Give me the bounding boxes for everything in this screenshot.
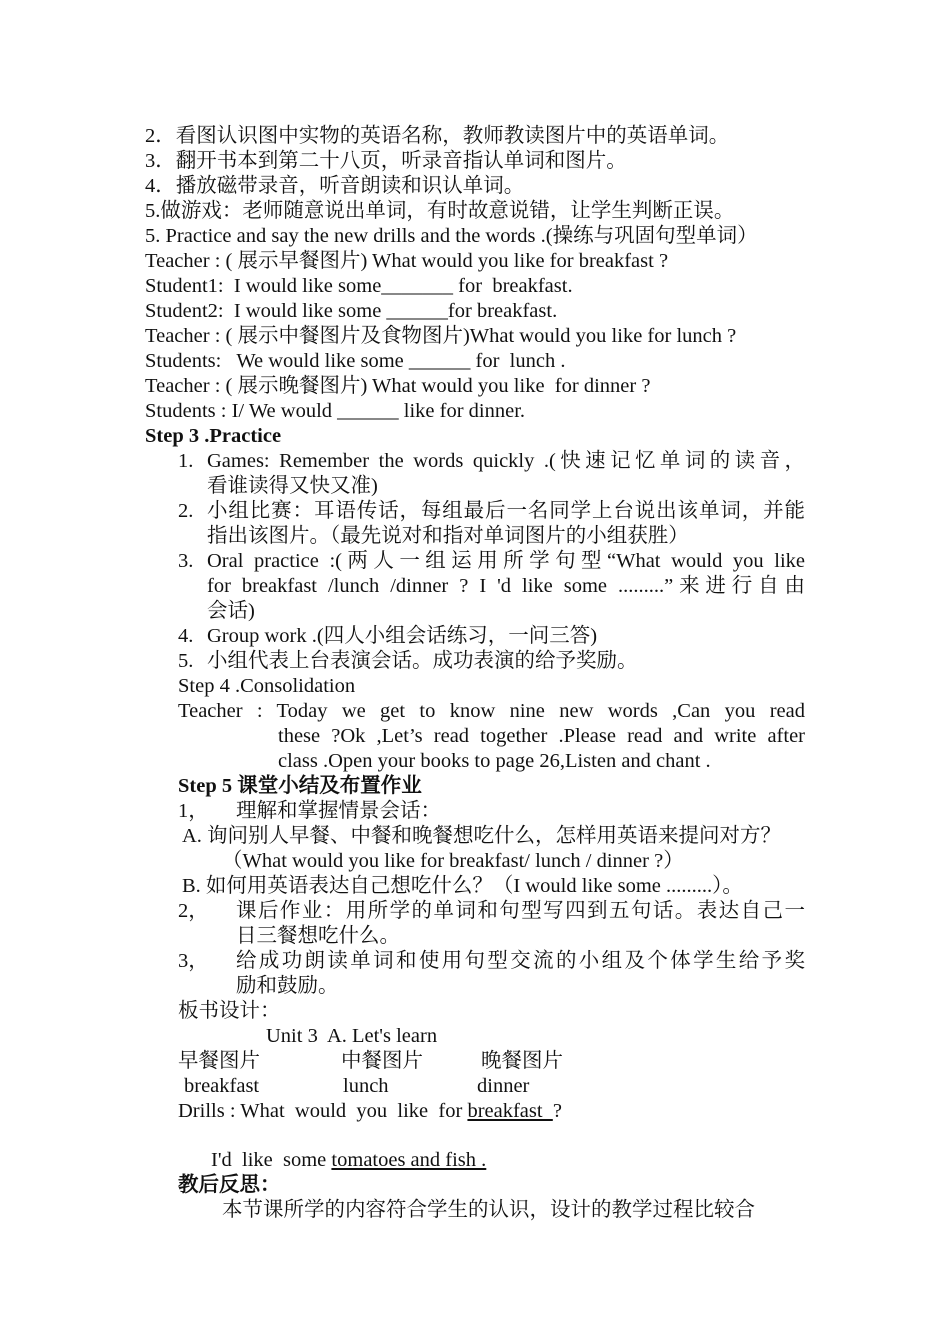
board-word: lunch: [343, 1075, 389, 1097]
board-word: breakfast: [184, 1075, 260, 1097]
list-item-text: Games: Remember the words quickly .(快速记忆单词的读音，: [207, 450, 805, 472]
text-line: Student2: I would like some ______for breakfast.: [145, 300, 558, 322]
list-item-text: Oral practice :(两人一组运用所学句型“What would you like: [207, 550, 805, 572]
list-number: 4.: [178, 625, 194, 647]
drill-mark: ?: [552, 1100, 562, 1122]
text-line: B. 如何用英语表达自己想吃什么？（I would like some .........）。: [182, 875, 743, 897]
list-item-text: 会话): [207, 600, 255, 622]
section-label: 板书设计：: [178, 1000, 281, 1022]
board-drill: [178, 1099, 562, 1124]
list-item-text: 给成功朗读单词和使用句型交流的小组及个体学生给予奖: [236, 950, 805, 972]
step-heading: Step 5 课堂小结及布置作业: [178, 775, 422, 797]
board-title: Unit 3 A. Let's learn: [266, 1025, 438, 1047]
text-line: 5.做游戏：老师随意说出单词，有时故意说错，让学生判断正误。: [145, 200, 735, 222]
text-line: 5. Practice and say the new drills and the words .(操练与巩固句型单词）: [145, 225, 758, 247]
text-line: 2．看图认识图中实物的英语名称，教师教读图片中的英语单词。: [145, 125, 730, 147]
list-item-text: 日三餐想吃什么。: [236, 925, 400, 947]
text-line: Teacher : ( 展示早餐图片) What would you like for breakfast ?: [145, 250, 669, 272]
list-number: 5.: [178, 650, 194, 672]
list-item-text: 课后作业：用所学的单词和句型写四到五句话。表达自己一: [236, 900, 805, 922]
list-number: 3.: [178, 550, 194, 572]
list-item-text: 小组比赛：耳语传话，每组最后一名同学上台说出该单词，并能: [207, 500, 805, 522]
answer-text: I'd like some: [211, 1149, 332, 1171]
text-line: 本节课所学的内容符合学生的认识，设计的教学过程比较合: [222, 1199, 755, 1221]
board-answer: [211, 1148, 486, 1173]
step-heading: Step 4 .Consolidation: [178, 675, 356, 697]
drill-text: Drills : What would you like for: [178, 1100, 468, 1122]
board-picture-label: 晚餐图片: [481, 1050, 563, 1072]
list-item-text: for breakfast /lunch /dinner ? I 'd like some .........”来进行自由: [207, 575, 805, 597]
board-picture-label: 早餐图片: [178, 1050, 260, 1072]
text-line: 3．翻开书本到第二十八页，听录音指认单词和图片。: [145, 150, 627, 172]
text-line: Students : I/ We would ______ like for dinner.: [145, 400, 526, 422]
list-number: 1.: [178, 450, 194, 472]
list-item-text: 看谁读得又快又准): [207, 475, 378, 497]
text-line: A. 询问别人早餐、中餐和晚餐想吃什么，怎样用英语来提问对方？: [182, 825, 782, 847]
board-picture-label: 中餐图片: [341, 1050, 423, 1072]
text-line: Students: We would like some ______ for lunch .: [145, 350, 566, 372]
list-item-text: 励和鼓励。: [236, 975, 339, 997]
list-item-text: 指出该图片。（最先说对和指对单词图片的小组获胜）: [207, 525, 689, 547]
answer-underlined: tomatoes and fish .: [331, 1149, 487, 1171]
drill-underlined: breakfast: [467, 1100, 553, 1122]
step-heading: Step 3 .Practice: [145, 425, 282, 447]
list-number: 2，: [178, 900, 209, 922]
text-line: Student1: I would like some_______ for breakfast.: [145, 275, 573, 297]
text-line: Teacher : Today we get to know nine new words ,Can you read: [178, 700, 805, 722]
text-line: Teacher : ( 展示中餐图片及食物图片)What would you like for lunch ?: [145, 325, 737, 347]
list-number: 2.: [178, 500, 194, 522]
text-line: these ?Ok ,Let’s read together .Please read and write after: [278, 725, 805, 747]
text-line: 4．播放磁带录音，听音朗读和识认单词。: [145, 175, 525, 197]
text-line: class .Open your books to page 26,Listen and chant .: [278, 750, 711, 772]
text-line: Teacher : ( 展示晚餐图片) What would you like for dinner ?: [145, 375, 651, 397]
list-number: 3，: [178, 950, 209, 972]
list-item-text: 理解和掌握情景会话：: [236, 800, 441, 822]
section-heading: 教后反思：: [178, 1174, 281, 1196]
board-word: dinner: [477, 1075, 530, 1097]
list-number: 1，: [178, 800, 209, 822]
list-item-text: Group work .(四人小组会话练习，一问三答): [207, 625, 598, 647]
list-item-text: 小组代表上台表演会话。成功表演的给予奖励。: [207, 650, 638, 672]
text-line: （What would you like for breakfast/ lunch / dinner ?）: [222, 850, 684, 872]
